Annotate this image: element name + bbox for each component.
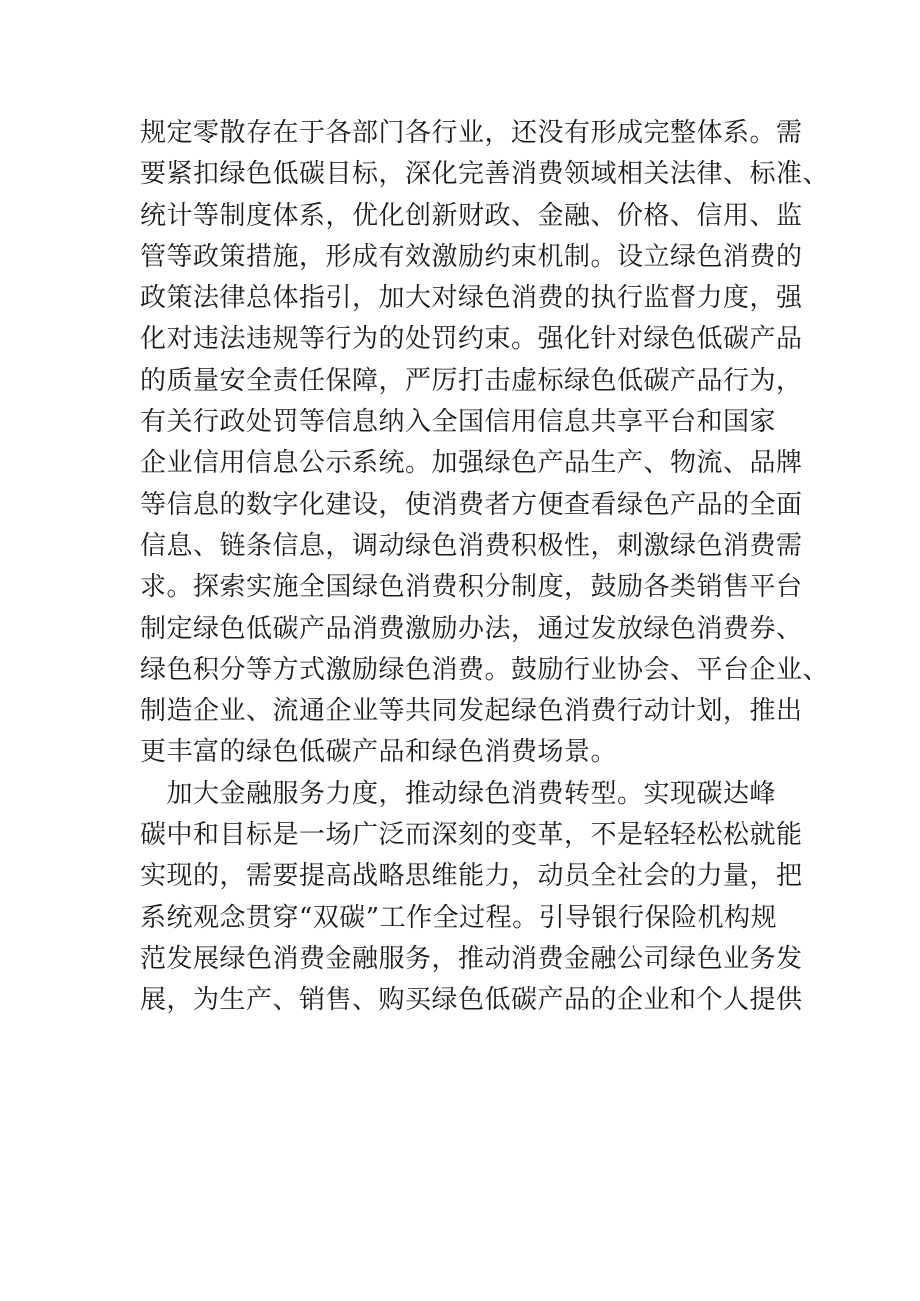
text-line: 系统观念贯穿“双碳”工作全过程。引导银行保险机构规 [140,902,778,933]
text-line: 求。探索实施全国绿色消费积分制度，鼓励各类销售平台 [140,572,803,603]
text-line: 管等政策措施，形成有效激励约束机制。设立绿色消费的 [140,241,803,272]
text-line: 制定绿色低碳产品消费激励办法，通过发放绿色消费券、 [140,613,803,644]
paragraph-1 [140,113,830,774]
text-line: 的质量安全责任保障，严厉打击虚标绿色低碳产品行为， [140,365,803,396]
text-line: 更丰富的绿色低碳产品和绿色消费场景。 [140,737,618,768]
text-line: 要紧扣绿色低碳目标，深化完善消费领域相关法律、标准、 [140,159,830,190]
text-line: 展，为生产、销售、购买绿色低碳产品的企业和个人提供 [140,985,803,1016]
text-line: 信息、链条信息，调动绿色消费积极性，刺激绿色消费需 [140,530,803,561]
text-line: 加大金融服务力度，推动绿色消费转型。实现碳达峰 [140,778,777,809]
text-line: 化对违法违规等行为的处罚约束。强化针对绿色低碳产品 [140,324,803,355]
text-line: 企业信用信息公示系统。加强绿色产品生产、物流、品牌 [140,448,803,479]
text-line: 统计等制度体系，优化创新财政、金融、价格、信用、监 [140,200,803,231]
paragraph-2 [140,774,803,1022]
text-line: 有关行政处罚等信息纳入全国信用信息共享平台和国家 [140,407,777,438]
text-line: 碳中和目标是一场广泛而深刻的变革，不是轻轻松松就能 [140,820,803,851]
document-body [140,113,830,1022]
text-line: 实现的，需要提高战略思维能力，动员全社会的力量，把 [140,861,803,892]
text-line: 规定零散存在于各部门各行业，还没有形成完整体系。需 [140,118,803,148]
text-line: 范发展绿色消费金融服务，推动消费金融公司绿色业务发 [140,943,803,974]
text-line: 等信息的数字化建设，使消费者方便查看绿色产品的全面 [140,489,803,520]
text-line: 制造企业、流通企业等共同发起绿色消费行动计划，推出 [140,696,803,727]
text-line: 政策法律总体指引，加大对绿色消费的执行监督力度，强 [140,283,803,314]
text-line: 绿色积分等方式激励绿色消费。鼓励行业协会、平台企业、 [140,654,830,685]
